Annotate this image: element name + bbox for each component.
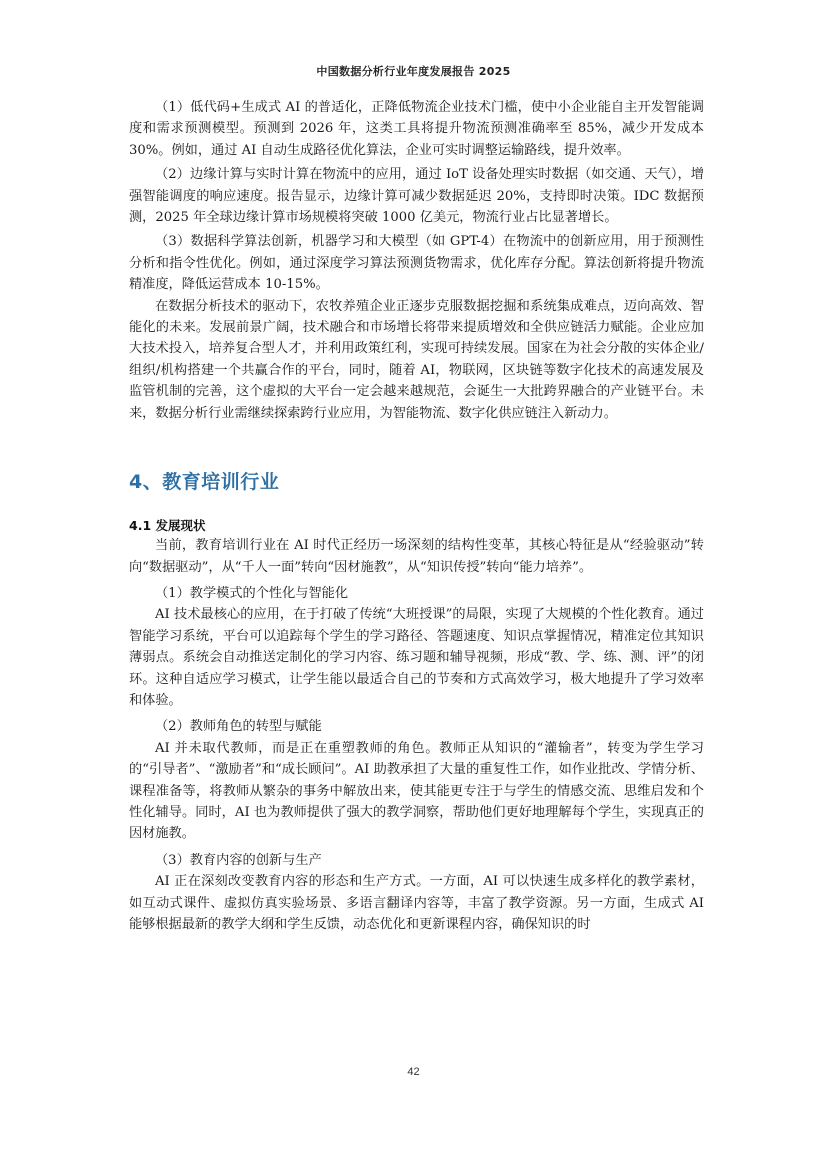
section-title: 4、教育培训行业 xyxy=(129,471,280,494)
item-2-heading: （2）教师角色的转型与赋能 xyxy=(155,719,322,735)
page-number: 42 xyxy=(407,1066,420,1078)
logistics-paragraph-4: 在数据分析技术的驱动下，农牧养殖企业正逐步克服数据挖掘和系统集成难点，迈向高效、智能化的未来。发展前景广阔，技术融合和市场增长将带来提质增效和全供应链活力赋能。企业应加大技术投入，培养复合型人才，并利用政策红利，实现可持续发展。国家在为社会分散的实体企业/组织/机构搭建一个共赢合作的平台，同时，随着 AI，物联网，区块链等数字化技术的高速发展及监管机制的完善，这个虚拟的大平台一定会越来越规范，会诞生一大批跨界融合的产业链平台。未来，数据分析行业需继续探索跨行业应用，为智能物流、数字化供应链注入新动力。 xyxy=(129,298,704,421)
page-content xyxy=(129,97,704,935)
item-1-body: AI 技术最核心的应用，在于打破了传统“大班授课”的局限，实现了大规模的个性化教育。通过智能学习系统，平台可以追踪每个学生的学习路径、答题速度、知识点掌握情况，精准定位其知识薄弱点。系统会自动推送定制化的学习内容、练习题和辅导视频，形成“教、学、练、测、评”的闭环。这种自适应学习模式，让学生能以最适合自己的节奏和方式高效学习，极大地提升了学习效率和体验。 xyxy=(129,607,704,708)
page-header: 中国数据分析行业年度发展报告 2025 xyxy=(316,65,511,78)
item-3-body: AI 正在深刻改变教育内容的形态和生产方式。一方面，AI 可以快速生成多样化的教学素材，如互动式课件、虚拟仿真实验场景、多语言翻译内容等，丰富了教学资源。另一方面，生成式 AI 能够根据最新的教学大纲和学生反馈，动态优化和更新课程内容，确保知识的时 xyxy=(129,874,704,932)
item-2-body: AI 并未取代教师，而是正在重塑教师的角色。教师正从知识的“灌输者”，转变为学生学习的“引导者”、“激励者”和“成长顾问”。AI 助教承担了大量的重复性工作，如作业批改、学情分析、课程准备等，将教师从繁杂的事务中解放出来，使其能更专注于与学生的情感交流、思维启发和个性化辅导。同时，AI 也为教师提供了强大的教学洞察，帮助他们更好地理解每个学生，实现真正的因材施教。 xyxy=(129,740,704,842)
logistics-paragraph-1: （1）低代码+生成式 AI 的普适化，正降低物流企业技术门槛，使中小企业能自主开发智能调度和需求预测模型。预测到 2026 年，这类工具将提升物流预测准确率至 85%，减少开发成本 30%。例如，通过 AI 自动生成路径优化算法，企业可实时调整运输路线，提升效率。 xyxy=(129,100,704,158)
item-3-heading: （3）教育内容的创新与生产 xyxy=(155,852,322,868)
subsection-title: 4.1 发展现状 xyxy=(129,518,206,534)
section-intro: 当前，教育培训行业在 AI 时代正经历一场深刻的结构性变革，其核心特征是从“经验驱动”转向“数据驱动”，从“千人一面”转向“因材施教”，从“知识传授”转向“能力培养”。 xyxy=(129,538,704,575)
logistics-paragraph-2: （2）边缘计算与实时计算在物流中的应用，通过 IoT 设备处理实时数据（如交通、天气），增强智能调度的响应速度。报告显示，边缘计算可减少数据延迟 20%，支持即时决策。IDC 数据预测，2025 年全球边缘计算市场规模将突破 1000 亿美元，物流行业占比显著增长。 xyxy=(129,167,704,226)
item-1-heading: （1）教学模式的个性化与智能化 xyxy=(155,585,349,601)
logistics-paragraph-3: （3）数据科学算法创新，机器学习和大模型（如 GPT-4）在物流中的创新应用，用于预测性分析和指令性优化。例如，通过深度学习算法预测货物需求，优化库存分配。算法创新将提升物流精准度，降低运营成本 10-15%。 xyxy=(129,234,704,293)
